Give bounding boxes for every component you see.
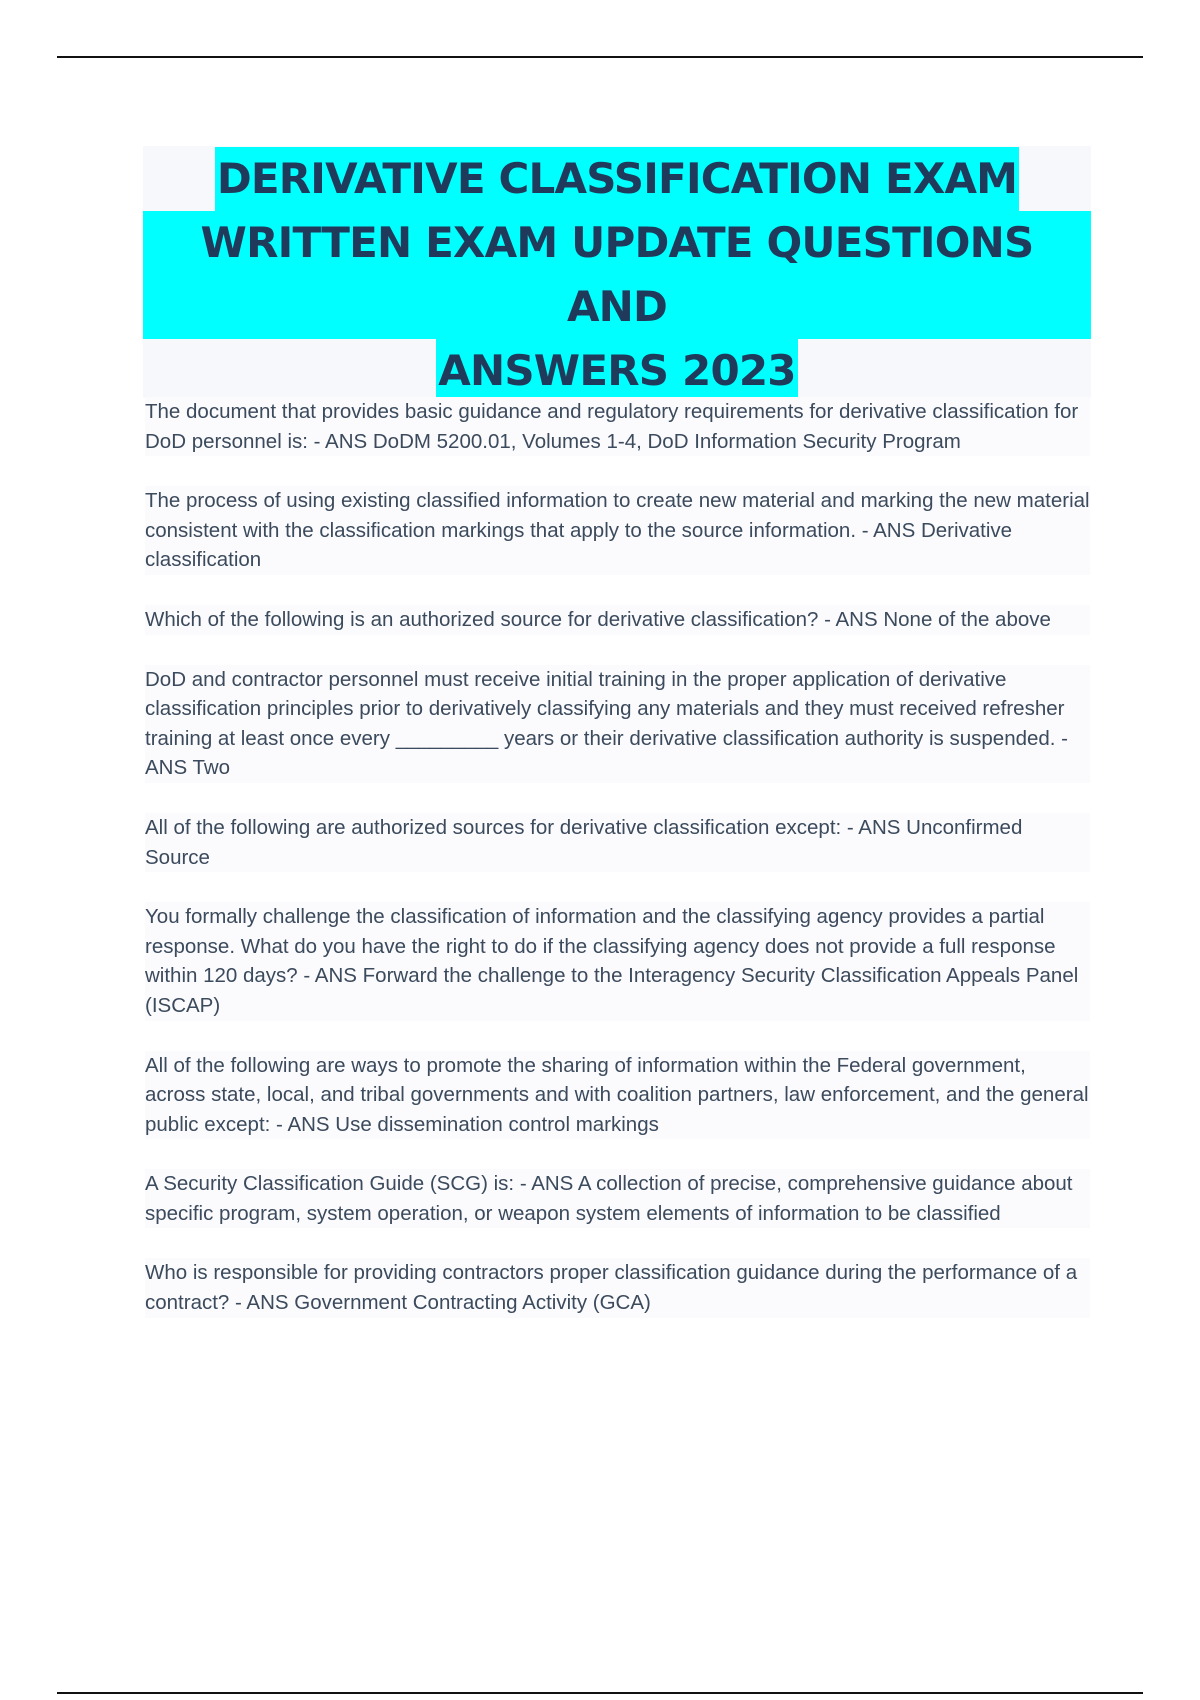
bottom-divider <box>57 1692 1143 1694</box>
qa-item-6: You formally challenge the classification of information and the classifying agency provides a partial response. What do you have the right to do if the classifying agency does not provide a full response within 120 days? - ANS Forward the challenge to the Interagency Security Classification Appeals Panel (ISCAP) <box>145 902 1090 1020</box>
title-line-1: DERIVATIVE CLASSIFICATION EXAM <box>215 147 1019 211</box>
qa-item-9: Who is responsible for providing contractors proper classification guidance during the performance of a contract? - ANS Government Contracting Activity (GCA) <box>145 1258 1090 1317</box>
title-line-2: WRITTEN EXAM UPDATE QUESTIONS AND <box>143 211 1091 339</box>
title-block <box>143 146 1091 398</box>
qa-item-4: DoD and contractor personnel must receive initial training in the proper application of derivative classification principles prior to derivatively classifying any materials and they must received refresher training at least once every _________ years or their derivative classification authority is suspended. - ANS Two <box>145 665 1090 783</box>
qa-item-7: All of the following are ways to promote the sharing of information within the Federal government, across state, local, and tribal governments and with coalition partners, law enforcement, and the general public except: - ANS Use dissemination control markings <box>145 1051 1090 1140</box>
document-title <box>143 146 1091 403</box>
top-divider <box>57 56 1143 58</box>
qa-item-2: The process of using existing classified information to create new material and marking the new material consistent with the classification markings that apply to the source information. - ANS Derivative classification <box>145 486 1090 575</box>
qa-item-3: Which of the following is an authorized source for derivative classification? - ANS None of the above <box>145 605 1090 635</box>
qa-item-8: A Security Classification Guide (SCG) is: - ANS A collection of precise, comprehensive guidance about specific program, system operation, or weapon system elements of information to be classified <box>145 1169 1090 1228</box>
title-line-3: ANSWERS 2023 <box>436 339 797 403</box>
qa-list <box>145 397 1090 1348</box>
qa-item-1: The document that provides basic guidance and regulatory requirements for derivative classification for DoD personnel is: - ANS DoDM 5200.01, Volumes 1-4, DoD Information Security Program <box>145 397 1090 456</box>
qa-item-5: All of the following are authorized sources for derivative classification except: - ANS Unconfirmed Source <box>145 813 1090 872</box>
